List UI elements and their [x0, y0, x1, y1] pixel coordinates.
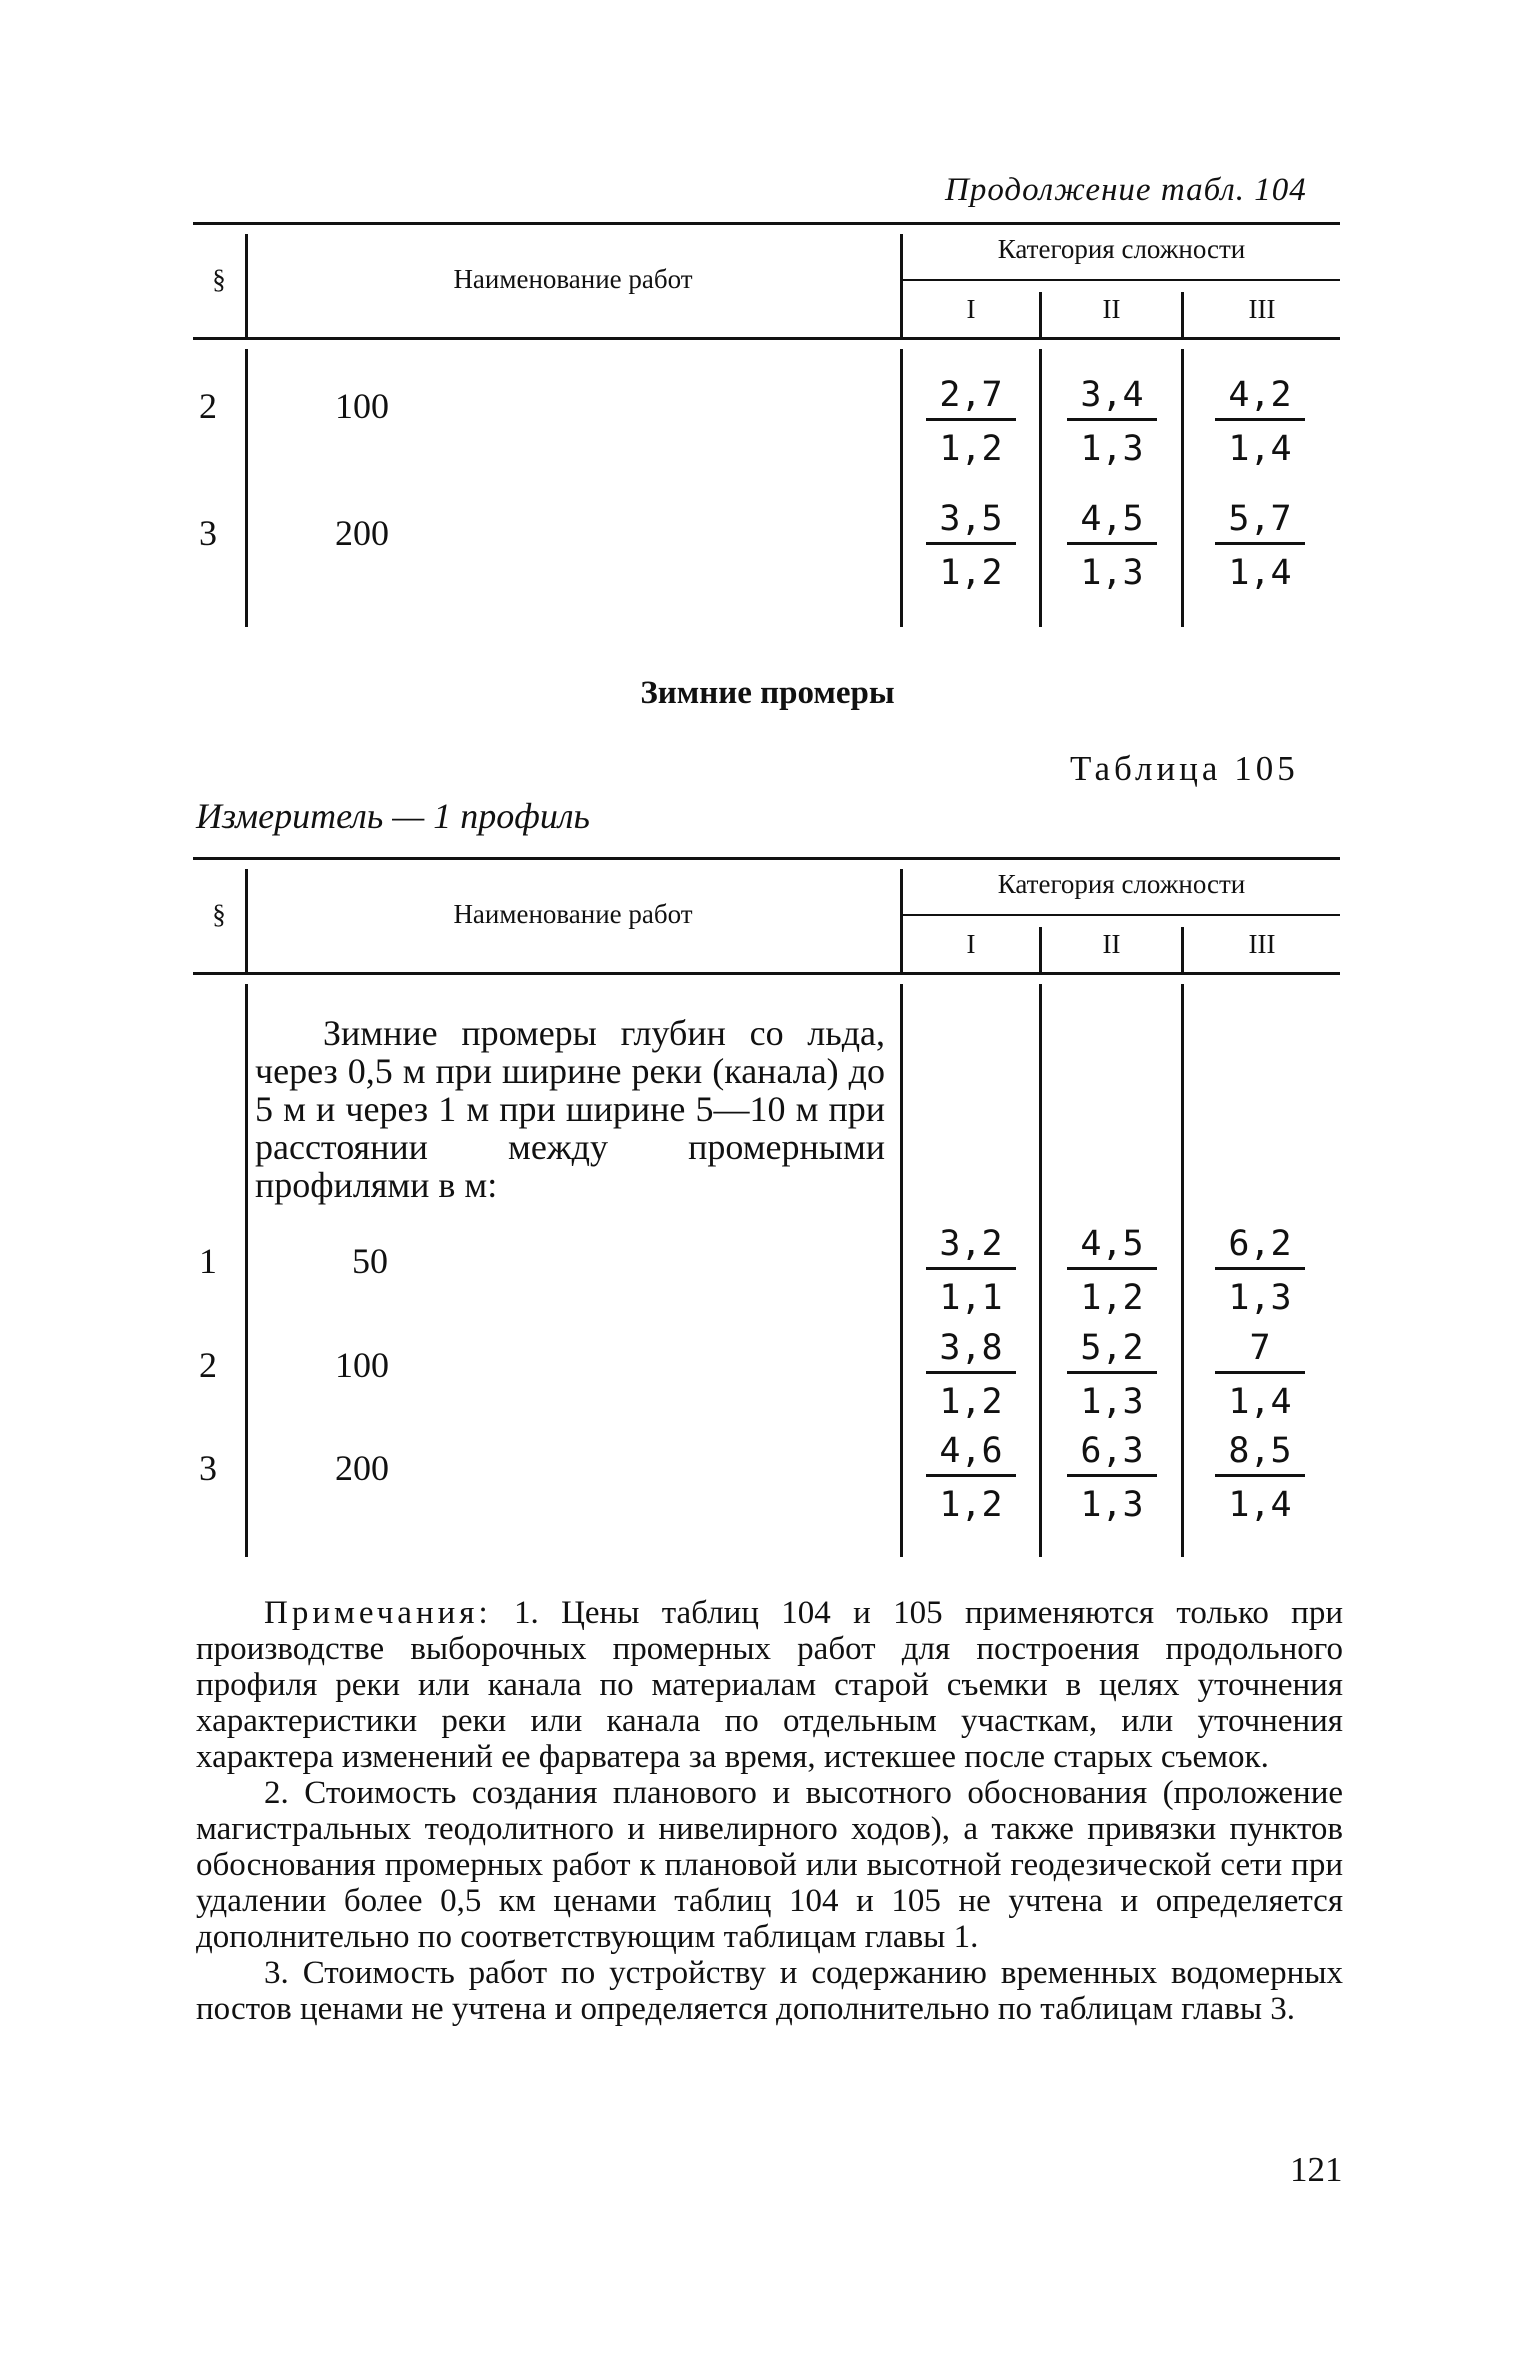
- header-cat-2: II: [1102, 294, 1121, 324]
- table-105: [193, 857, 1340, 1557]
- row-name: 50: [352, 1241, 388, 1281]
- row-section: 2: [199, 1345, 217, 1385]
- header-cat-3: III: [1248, 294, 1276, 324]
- table-continuation-caption: Продолжение табл. 104: [945, 172, 1307, 208]
- header-section: §: [212, 899, 226, 929]
- header-name: Наименование работ: [453, 264, 693, 294]
- page-number: 121: [1290, 2150, 1343, 2189]
- note-3: 3. Стоимость работ по устройству и содержанию временных водомерных постов ценами не учтена и определяется дополнительно по таблицам главы 3.: [196, 1955, 1343, 2027]
- section-heading: Зимние промеры: [640, 675, 895, 711]
- table-104: [193, 222, 1340, 627]
- fraction-value: $\frac{7}{1,4}$: [1215, 1327, 1305, 1426]
- note-2: 2. Стоимость создания планового и высотного обоснования (проложение магистральных теодолитного и нивелирного ходов), а также привязки пунктов обоснования промерных работ к плановой или высотной геодезической сети при удалении более 0,5 км ценами таблиц 104 и 105 не учтена и определяется дополнительно по соответствующим таблицам главы 1.: [196, 1775, 1343, 1955]
- header-section: §: [212, 264, 226, 294]
- work-description: Зимние промеры глубин со льда, через 0,5 м при ширине реки (канала) до 5 м и через 1 м при ширине 5—10 м при расстоянии между промерными профилями в м:: [255, 1013, 885, 1205]
- fraction-value: $\frac{5,2}{1,3}$: [1067, 1327, 1157, 1426]
- fraction-value: $\frac{3,2}{1,1}$: [926, 1223, 1016, 1322]
- fraction-value: $\frac{4,5}{1,3}$: [1067, 498, 1157, 597]
- notes: [196, 1595, 1343, 2027]
- row-name: 100: [335, 1345, 389, 1385]
- fraction-value: $\frac{5,7}{1,4}$: [1215, 498, 1305, 597]
- header-cat-2: II: [1102, 929, 1121, 959]
- row-section: 2: [199, 386, 217, 426]
- note-1: Примечания: 1. Цены таблиц 104 и 105 применяются только при производстве выборочных промерных работ для построения продольного профиля реки или канала по материалам старой съемки в целях уточнения характеристики реки или канала по отдельным участкам, или уточнения характера изменений ее фарватера за время, истекшее после старых съемок.: [196, 1595, 1343, 1775]
- header-name: Наименование работ: [453, 899, 693, 929]
- row-name: 200: [335, 1448, 389, 1488]
- header-category: Категория сложности: [997, 869, 1246, 899]
- row-name: 200: [335, 513, 389, 553]
- row-section: 1: [199, 1241, 217, 1281]
- row-section: 3: [199, 513, 217, 553]
- header-category: Категория сложности: [997, 234, 1246, 264]
- header-cat-3: III: [1248, 929, 1276, 959]
- header-cat-1: I: [966, 294, 976, 324]
- measure-label: Измеритель — 1 профиль: [196, 796, 590, 836]
- fraction-value: $\frac{8,5}{1,4}$: [1215, 1430, 1305, 1529]
- fraction-value: $\frac{3,5}{1,2}$: [926, 498, 1016, 597]
- fraction-value: $\frac{4,6}{1,2}$: [926, 1430, 1016, 1529]
- fraction-value: $\frac{4,5}{1,2}$: [1067, 1223, 1157, 1322]
- header-cat-1: I: [966, 929, 976, 959]
- row-name: 100: [335, 386, 389, 426]
- notes-label: Примечания:: [264, 1595, 492, 1631]
- table-105-label: Таблица 105: [1070, 749, 1299, 788]
- fraction-value: $\frac{6,2}{1,3}$: [1215, 1223, 1305, 1322]
- row-section: 3: [199, 1448, 217, 1488]
- fraction-value: $\frac{3,8}{1,2}$: [926, 1327, 1016, 1426]
- fraction-value: $\frac{6,3}{1,3}$: [1067, 1430, 1157, 1529]
- fraction-value: $\frac{4,2}{1,4}$: [1215, 374, 1305, 473]
- fraction-value: $\frac{2,7}{1,2}$: [926, 374, 1016, 473]
- fraction-value: $\frac{3,4}{1,3}$: [1067, 374, 1157, 473]
